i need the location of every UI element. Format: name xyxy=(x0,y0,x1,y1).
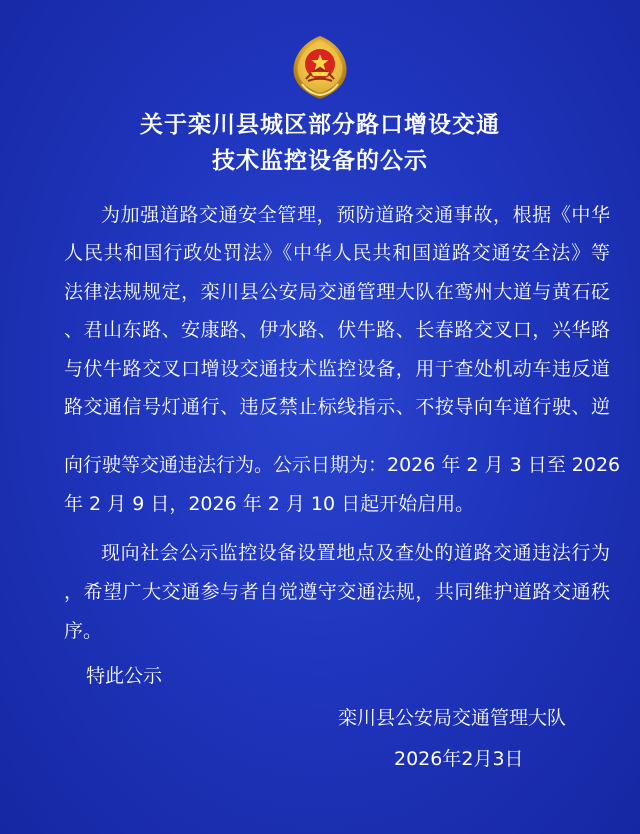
notice-title-line-1: 关于栾川县城区部分路口增设交通 xyxy=(140,112,500,138)
police-emblem-icon xyxy=(285,33,355,103)
notice-title-line-2: 技术监控设备的公示 xyxy=(212,148,428,174)
paragraph-line: 人民共和国行政处罚法》《中华人民共和国道路交通安全法》等 xyxy=(64,242,610,264)
paragraph-line: 序。 xyxy=(64,620,103,642)
paragraph-line: 路交通信号灯通行、违反禁止标线指示、不按导向车道行驶、逆 xyxy=(64,396,610,418)
paragraph-line: 法律法规规定，栾川县公安局交通管理大队在鸾州大道与黄石砭 xyxy=(64,281,610,303)
closing-text: 特此公示 xyxy=(86,665,163,687)
paragraph-line: 现向社会公示监控设备设置地点及查处的道路交通违法行为 xyxy=(101,542,610,564)
signer-text: 栾川县公安局交通管理大队 xyxy=(338,707,567,729)
paragraph-line: 为加强道路交通安全管理，预防道路交通事故，根据《中华 xyxy=(101,204,610,226)
paragraph-line: 向行驶等交通违法行为。公示日期为：2026 年 2 月 3 日至 2026 xyxy=(64,454,621,476)
paragraph-line: 、君山东路、安康路、伊水路、伏牛路、长春路交叉口，兴华路 xyxy=(64,319,610,341)
paragraph-line: 与伏牛路交叉口增设交通技术监控设备，用于查处机动车违反道 xyxy=(64,358,610,380)
paragraph-line: 年 2 月 9 日，2026 年 2 月 10 日起开始启用。 xyxy=(64,493,475,515)
paragraph-line: ，希望广大交通参与者自觉遵守交通法规，共同维护道路交通秩 xyxy=(64,581,610,603)
date-text: 2026年2月3日 xyxy=(394,748,524,770)
